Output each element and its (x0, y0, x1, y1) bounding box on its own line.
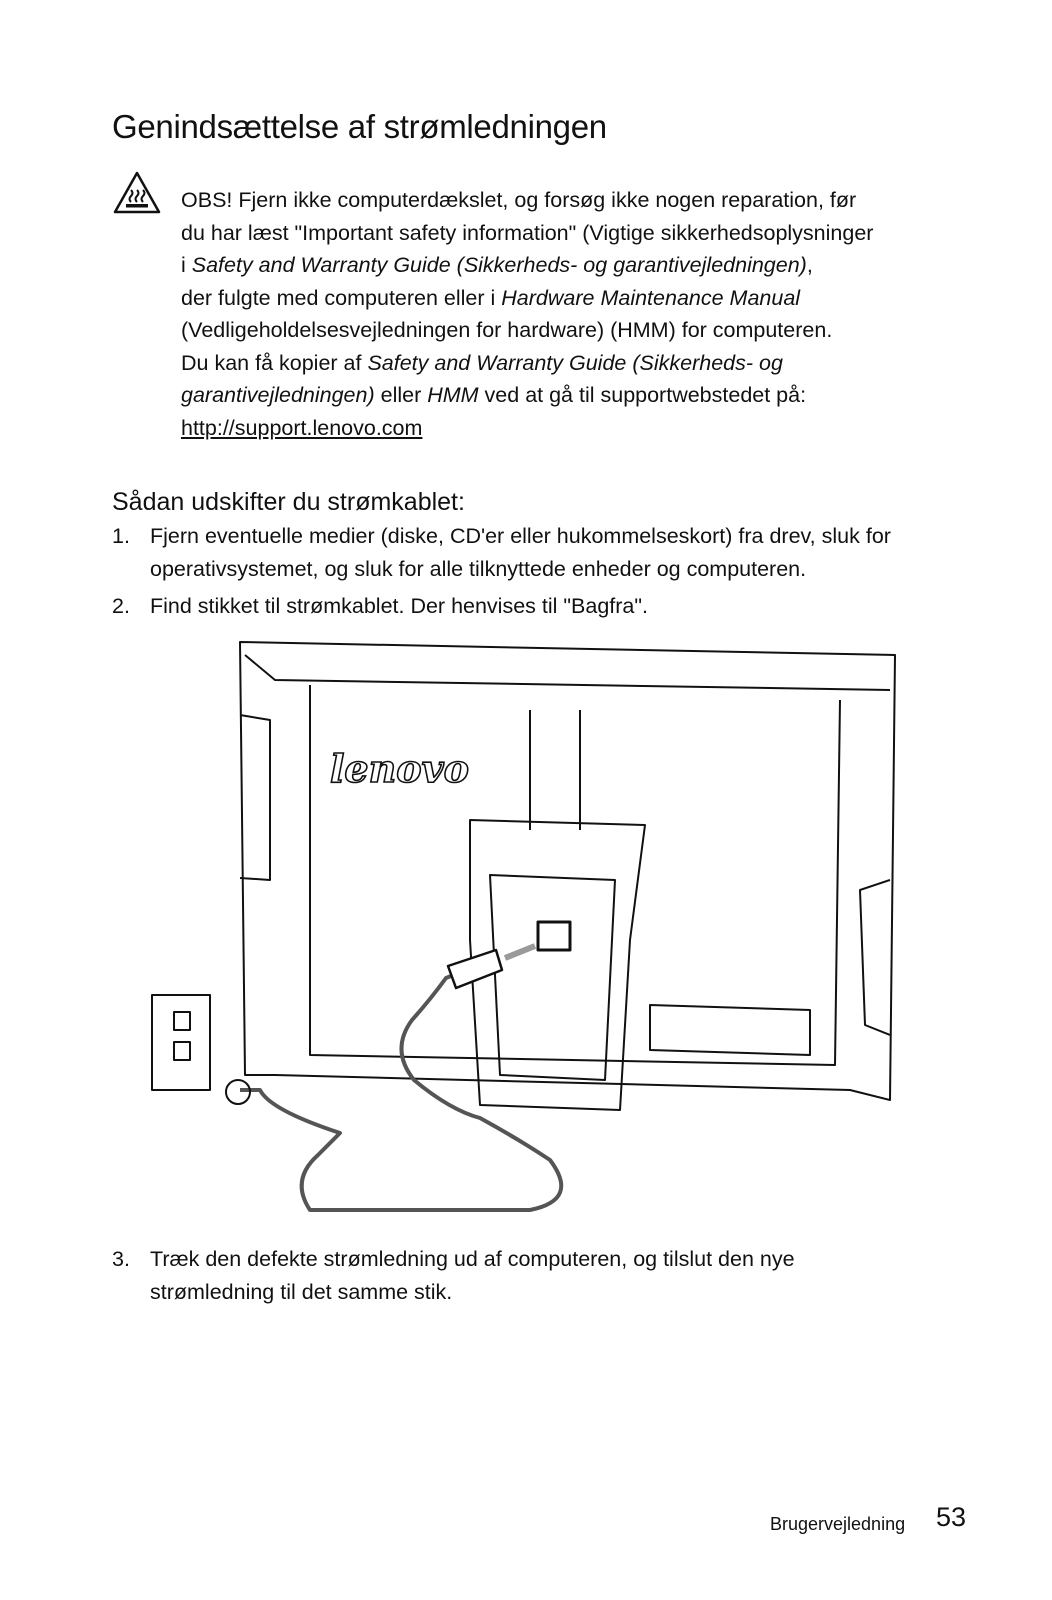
step-number: 1. (112, 524, 130, 548)
step-text: strømledning til det samme stik. (150, 1280, 453, 1304)
step-text: Find stikket til strømkablet. Der henvises til "Bagfra". (150, 594, 648, 618)
step-number: 2. (112, 594, 130, 618)
guide-title: garantivejledningen) (181, 383, 375, 407)
arrow-icon (505, 946, 535, 958)
warning-text: , (806, 253, 813, 277)
power-port (538, 922, 570, 950)
brand-logo: lenovo (330, 746, 470, 791)
step-number: 3. (112, 1247, 130, 1271)
step-text: Træk den defekte strømledning ud af computeren, og tilslut den nye (150, 1247, 795, 1271)
guide-title: Safety and Warranty Guide (Sikkerheds- og garantivejledningen) (191, 253, 807, 277)
warning-text: Du kan få kopier af (181, 350, 368, 375)
guide-title: Safety and Warranty Guide (Sikkerheds- og (367, 350, 783, 375)
side-vent (860, 880, 890, 1035)
warning-text: der fulgte med computeren eller i (181, 285, 502, 310)
warning-text: Fjern ikke computerdækslet, og forsøg ikke nogen reparation, før (232, 188, 857, 212)
step-text: operativsystemet, og sluk for alle tilknyttede enheder og computeren. (150, 557, 807, 581)
warning-notice (181, 184, 971, 444)
manual-title: Hardware Maintenance Manual (501, 285, 801, 310)
section-subheading: Sådan udskifter du strømkablet: (112, 488, 465, 516)
warning-label: OBS! (181, 188, 233, 212)
power-cord-illustration (150, 640, 910, 1240)
computer-back-cover (240, 642, 895, 1100)
page-number: 53 (936, 1502, 967, 1532)
page-title: Genindsættelse af strømledningen (112, 108, 607, 145)
warning-text: i (181, 253, 192, 277)
step-text: Fjern eventuelle medier (diske, CD'er eller hukommelseskort) fra drev, sluk for (150, 524, 891, 548)
manual-abbrev: HMM (427, 383, 479, 407)
port-cover (650, 1005, 810, 1055)
warning-text: ved at gå til supportwebstedet på: (478, 383, 807, 407)
warning-text: du har læst "Important safety information" (Vigtige sikkerhedsoplysninger (181, 220, 874, 245)
warning-text: eller (374, 383, 428, 407)
hot-surface-warning-icon (112, 170, 162, 216)
side-vent (240, 715, 270, 880)
power-cord (240, 958, 561, 1210)
power-plug (448, 950, 502, 988)
warning-text: (Vedligeholdelsesvejledningen for hardware) (HMM) for computeren. (181, 318, 833, 342)
stand-neck (530, 710, 580, 830)
support-link[interactable]: http://support.lenovo.com (181, 415, 423, 440)
footer-label: Brugervejledning (770, 1514, 906, 1534)
